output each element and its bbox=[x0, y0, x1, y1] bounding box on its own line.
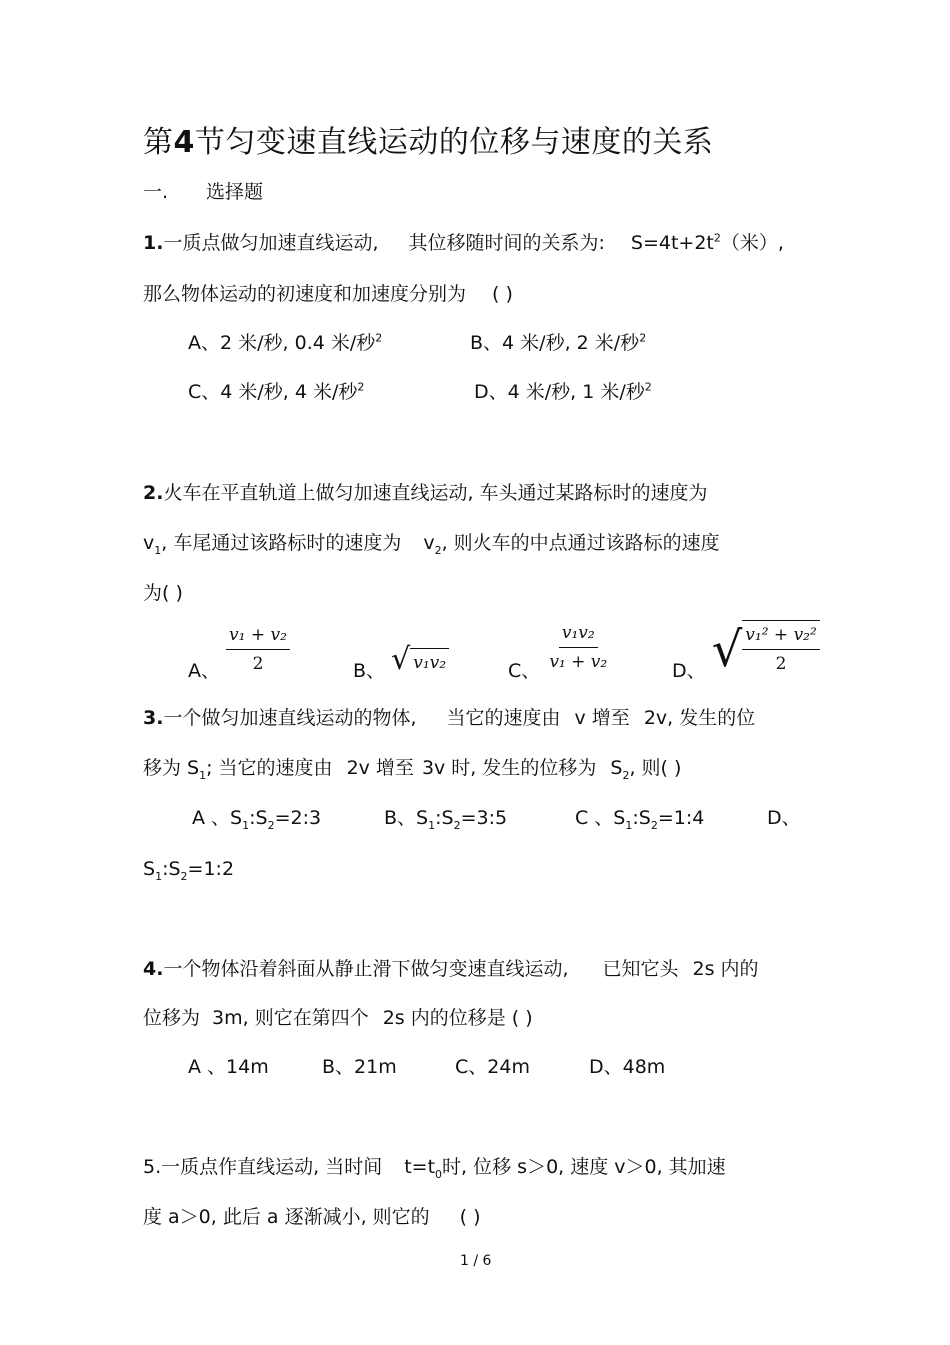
question-2-line-1: 2.火车在平直轨道上做匀加速直线运动, 车头通过某路标时的速度为 bbox=[143, 482, 708, 504]
formula-average: $\frac{\text{v₁ + v₂}}{2}$ bbox=[226, 623, 290, 676]
question-4-line-2: 位移为 3m, 则它在第四个 2s 内的位移是 ( ) bbox=[143, 1007, 533, 1029]
question-5-line-2: 度 a＞0, 此后 a 逐渐减小, 则它的 ( ) bbox=[143, 1206, 481, 1228]
question-4-option-d: D、48m bbox=[589, 1056, 666, 1078]
question-1-option-d: D、4 米/秒, 1 米/秒$^2$ bbox=[474, 380, 652, 403]
question-5-line-1: 5.一质点作直线运动, 当时间 $t=t_0$时, 位移 s＞0, 速度 v＞0, 其加速 bbox=[143, 1156, 726, 1181]
question-3-option-d-label: D、 bbox=[767, 807, 801, 829]
page-title: 第4节匀变速直线运动的位移与速度的关系 bbox=[143, 125, 714, 160]
page-number: 1 / 6 bbox=[460, 1253, 492, 1269]
question-2-option-d: D、 √ $\frac{\text{v₁² + v₂²}}{2}$ bbox=[672, 620, 820, 683]
question-2-line-3: 为( ) bbox=[143, 582, 183, 604]
question-4-option-b: B、21m bbox=[322, 1056, 397, 1078]
question-4-option-c: C、24m bbox=[455, 1056, 530, 1078]
question-1-line-2: 那么物体运动的初速度和加速度分别为 ( ) bbox=[143, 283, 513, 305]
question-3-line-1: 3.一个做匀加速直线运动的物体, 当它的速度由 v 增至 2v, 发生的位 bbox=[143, 707, 756, 729]
formula-geometric-mean: √ v₁v₂ bbox=[391, 645, 449, 675]
question-1-option-b: B、4 米/秒, 2 米/秒$^2$ bbox=[470, 331, 647, 354]
question-1-line-1: 1.一质点做匀加速直线运动, 其位移随时间的关系为: $S=4t+2t^2$（米）, bbox=[143, 231, 784, 254]
question-3-line-2: 移为 $S_1$; 当它的速度由 2v 增至 3v 时, 发生的位移为 $S_2$, 则( ) bbox=[143, 757, 682, 782]
question-3-option-b: B、$S_1:S_2=3:5$ bbox=[384, 807, 508, 832]
section-heading: 一. 选择题 bbox=[143, 181, 264, 203]
formula-rms: √ $\frac{\text{v₁² + v₂²}}{2}$ bbox=[712, 620, 820, 676]
question-3-option-d: $S_1:S_2=1:2$ bbox=[143, 858, 235, 883]
question-4-option-a: A 、14m bbox=[188, 1056, 269, 1078]
question-3-option-a: A 、$S_1:S_2=2:3$ bbox=[192, 807, 322, 832]
question-1-option-c: C、4 米/秒, 4 米/秒$^2$ bbox=[188, 380, 365, 403]
question-2-line-2: $v_1$, 车尾通过该路标时的速度为 $v_2$, 则火车的中点通过该路标的速度 bbox=[143, 532, 720, 557]
question-2-option-b: B、 √ v₁v₂ bbox=[353, 645, 449, 683]
question-2-option-c: C、 $\frac{\text{v₁v₂}}{\text{v₁ + v₂}}$ bbox=[508, 621, 610, 683]
formula-harmonic: $\frac{\text{v₁v₂}}{\text{v₁ + v₂}}$ bbox=[549, 623, 608, 672]
question-1-option-a: A、2 米/秒, 0.4 米/秒$^2$ bbox=[188, 331, 383, 354]
question-2-option-a: A、 $\frac{\text{v₁ + v₂}}{2}$ bbox=[188, 623, 290, 683]
question-3-option-c: C 、$S_1:S_2=1:4$ bbox=[575, 807, 705, 832]
question-4-line-1: 4.一个物体沿着斜面从静止滑下做匀变速直线运动, 已知它头 2s 内的 bbox=[143, 958, 759, 980]
